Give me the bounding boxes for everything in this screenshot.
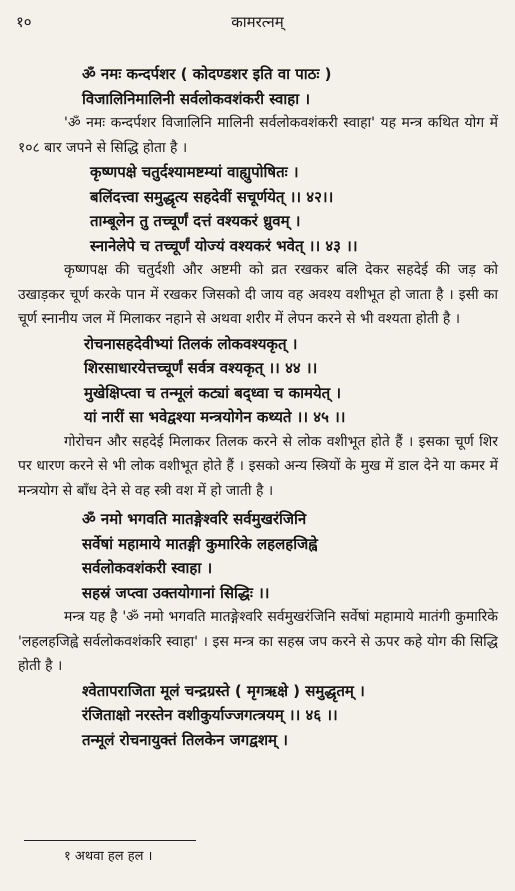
verse-line: तन्मूलं रोचनायुक्तं तिलकेन जगद्वशम् । (82, 730, 288, 749)
footnote-rule (24, 840, 196, 841)
mantra-line: सहस्रं जप्त्वा उक्तयोगानां सिद्धिः ।। (82, 583, 270, 602)
verse-line: ताम्बूलेन तु तच्चूर्णं दत्तं वश्यकरं ध्रुवम् । (90, 212, 301, 230)
verse-line: विजालिनिमालिनी सर्वलोकवशंकरी स्वाहा । (82, 89, 311, 108)
page-number: १० (16, 13, 32, 31)
explanation-paragraph: मन्त्र यह है 'ॐ नमो भगवति मातङ्गेश्वरि सर्वमुखरंजिनि सर्वेषां महामाये मातंगी कुमारिके 'लहलहजिह्वे सर्वलोकवशंकरि स्वाहा' । इस मन्त्र का सहस्र जप करने से ऊपर कहे योग की सिद्धि होती है । (18, 609, 498, 674)
verse-line: बलिंदत्त्वा समुद्धृत्य सहदेवीं सचूर्णयेत् ।। ४२।। (90, 187, 334, 206)
explanation-paragraph: कृष्णपक्ष की चतुर्दशी और अष्टमी को व्रत रखकर बलि देकर सहदेई की जड़ को उखाड़कर चूर्ण करके पान में रखकर जिसको दी जाय वह अवश्य वशीभूत हो जाता है । इसी का चूर्ण स्नानीय जल में मिलाकर नहाने से अथवा शरीर में लेपन करने से भी वश्यता होती है । (18, 262, 498, 327)
mantra-line: ॐ नमो भगवति मातङ्गेश्वरि सर्वमुखरंजिनि (82, 510, 307, 528)
explanation-paragraph: 'ॐ नमः कन्दर्पशर विजालिनि मालिनी सर्वलोकवशंकरी स्वाहा' यह मन्त्र कथित योग में १०८ बार जपने से सिद्धि होता है । (18, 115, 498, 156)
verse-line: स्नानेलेपे च तच्चूर्णं योज्यं वश्यकरं भवेत् ।। ४३ ।। (90, 236, 358, 255)
footnote: १ अथवा हल हल । (64, 849, 153, 864)
running-title: कामरत्नम् (231, 13, 284, 31)
verse-line: रंजिताक्षो नरस्तेन वशीकुर्याज्जगत्त्रयम् ।। ४६ ।। (82, 706, 338, 724)
verse-line: श्वेतापराजिता मूलं चन्द्रग्रस्ते ( मृगऋक्षे ) समुद्धृतम् । (82, 681, 365, 700)
verse-line: यां नारीं सा भवेद्वश्या मन्त्रयोगेन कथ्यते ।। ४५ ।। (84, 408, 346, 426)
verse-line: कृष्णपक्षे चतुर्दश्यामष्टम्यां वाह्युपोषितः । (90, 163, 299, 181)
page-body (18, 62, 498, 752)
page-header (0, 10, 515, 34)
verse-line: रोचनासहदेवीभ्यां तिलकं लोकवश्यकृत् । (84, 334, 298, 353)
verse-line: शिरसाधारयेत्तच्चूर्णं सर्वत्र वश्यकृत् ।। ४४ ।। (84, 359, 318, 377)
verse-line: ॐ नमः कन्दर्पशर ( कोदण्डशर इति वा पाठः ) (82, 65, 332, 83)
verse-line: मुखेक्षिप्त्वा च तन्मूलं कट्यां बद्ध्वा च कामयेत् । (84, 383, 342, 402)
mantra-line: सर्वलोकवशंकरी स्वाहा । (82, 559, 213, 577)
explanation-paragraph: गोरोचन और सहदेई मिलाकर तिलक करने से लोक वशीभूत होते हैं । इसका चूर्ण शिर पर धारण करने से भी लोक वशीभूत होते हैं । इसको अन्य स्त्रियों के मुख में डाल देने या कमर में मन्त्रयोग से बाँध देने से वह स्त्री वश में हो जाती है । (18, 433, 498, 499)
mantra-line: सर्वेषां महामाये मातङ्गी कुमारिके लहलहजिह्वे (82, 534, 318, 553)
